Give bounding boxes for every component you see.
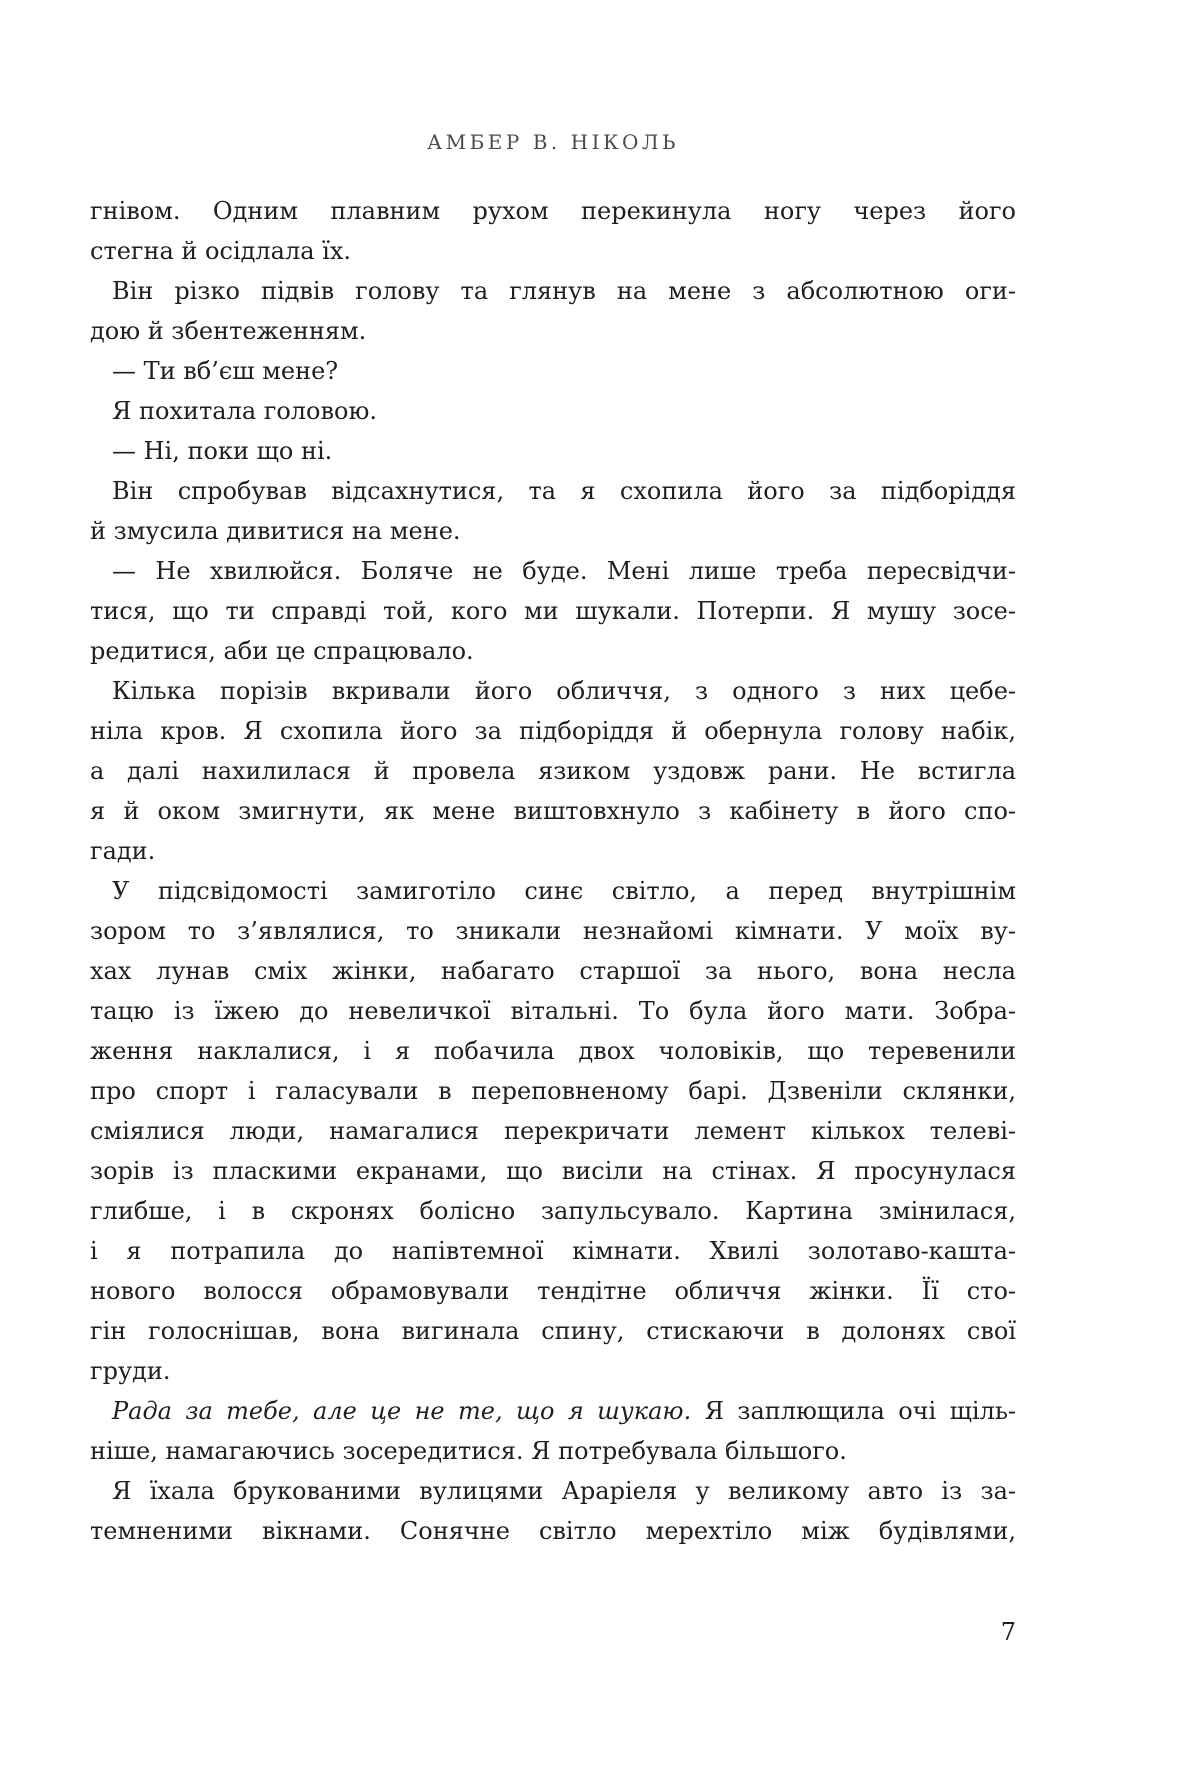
text-segment: стегна й осідлала їх. [90, 237, 351, 265]
text-segment: й змусила дивитися на мене. [90, 517, 461, 545]
text-segment: гади. [90, 837, 156, 865]
text-line [90, 191, 1016, 231]
text-line [90, 1151, 1016, 1191]
text-segment: У підсвідомості замиготіло синє світло, а перед внутрішнім [112, 877, 1016, 905]
text-line [90, 671, 1016, 711]
text-line [90, 1311, 1016, 1351]
text-line [90, 1271, 1016, 1311]
text-line [90, 951, 1016, 991]
text-segment: глибше, і в скронях болісно запульсувало. Картина змінилася, [90, 1197, 1016, 1225]
text-segment: нового волосся обрамовували тендітне обличчя жінки. Її сто- [90, 1277, 1016, 1305]
text-segment: Кілька порізів вкривали його обличчя, з одного з них цебе- [112, 677, 1016, 705]
text-line [90, 991, 1016, 1031]
text-line [90, 1231, 1016, 1271]
text-segment: зорів із пласкими екранами, що висіли на стінах. Я просунулася [90, 1157, 1016, 1185]
text-line [90, 1431, 1016, 1471]
text-segment: Я похитала головою. [112, 397, 377, 425]
italic-text-segment: Рада за тебе, але це не те, що я шукаю. [112, 1397, 692, 1425]
text-line [90, 271, 1016, 311]
text-line [90, 1471, 1016, 1511]
text-line [90, 751, 1016, 791]
text-segment: Він спробував відсахнутися, та я схопила його за підборіддя [112, 477, 1016, 505]
text-block [90, 191, 1016, 1551]
text-line [90, 1071, 1016, 1111]
text-segment: — Не хвилюйся. Боляче не буде. Мені лише треба пересвідчи- [112, 557, 1016, 585]
text-segment: ніла кров. Я схопила його за підборіддя й обернула голову набік, [90, 717, 1016, 745]
running-head: АМБЕР В. НІКОЛЬ [426, 130, 680, 154]
text-segment: ніше, намагаючись зосередитися. Я потребувала більшого. [90, 1437, 847, 1465]
text-line [90, 471, 1016, 511]
text-segment: тися, що ти справді той, кого ми шукали. Потерпи. Я мушу зосе- [90, 597, 1016, 625]
text-segment: темненими вікнами. Сонячне світло мерехтіло між будівлями, [90, 1517, 1016, 1545]
text-line [90, 1511, 1016, 1551]
text-segment: і я потрапила до напівтемної кімнати. Хвилі золотаво-кашта- [90, 1237, 1016, 1265]
text-line [90, 551, 1016, 591]
text-segment: сміялися люди, намагалися перекричати лемент кількох телеві- [90, 1117, 1016, 1145]
text-segment: тацю із їжею до невеличкої вітальні. То була його мати. Зобра- [90, 997, 1016, 1025]
text-segment: а далі нахилилася й провела язиком уздовж рани. Не встигла [90, 757, 1016, 785]
text-line [90, 1191, 1016, 1231]
text-line [90, 311, 1016, 351]
text-segment: Я їхала брукованими вулицями Араріеля у великому авто із за- [112, 1477, 1016, 1505]
text-line [90, 911, 1016, 951]
text-segment: я й оком змигнути, як мене виштовхнуло з кабінету в його спо- [90, 797, 1016, 825]
text-line [90, 791, 1016, 831]
text-line [90, 431, 1016, 471]
text-line [90, 831, 1016, 871]
text-segment: зором то з’являлися, то зникали незнайомі кімнати. У моїх ву- [90, 917, 1016, 945]
text-segment: гнівом. Одним плавним рухом перекинула ногу через його [90, 197, 1016, 225]
text-line [90, 351, 1016, 391]
page-number: 7 [1000, 1618, 1016, 1646]
text-segment: ження наклалися, і я побачила двох чоловіків, що теревенили [90, 1037, 1016, 1065]
text-segment: хах лунав сміх жінки, набагато старшої за нього, вона несла [90, 957, 1016, 985]
text-segment: — Ні, поки що ні. [112, 437, 333, 465]
text-line [90, 631, 1016, 671]
text-line [90, 591, 1016, 631]
text-segment: гін голоснішав, вона вигинала спину, стискаючи в долонях свої [90, 1317, 1016, 1345]
text-line [90, 511, 1016, 551]
text-line [90, 1031, 1016, 1071]
text-line [90, 231, 1016, 271]
text-line [90, 871, 1016, 911]
text-line [90, 1391, 1016, 1431]
text-line [90, 1111, 1016, 1151]
text-segment: Я заплющила очі щіль- [691, 1397, 1016, 1425]
text-line [90, 711, 1016, 751]
text-line [90, 391, 1016, 431]
text-line [90, 1351, 1016, 1391]
text-segment: про спорт і галасували в переповненому барі. Дзвеніли склянки, [90, 1077, 1016, 1105]
text-segment: — Ти вб’єш мене? [112, 357, 339, 385]
text-segment: груди. [90, 1357, 171, 1385]
text-segment: дою й збентеженням. [90, 317, 367, 345]
text-segment: редитися, аби це спрацювало. [90, 637, 474, 665]
text-segment: Він різко підвів голову та глянув на мене з абсолютною оги- [112, 277, 1016, 305]
